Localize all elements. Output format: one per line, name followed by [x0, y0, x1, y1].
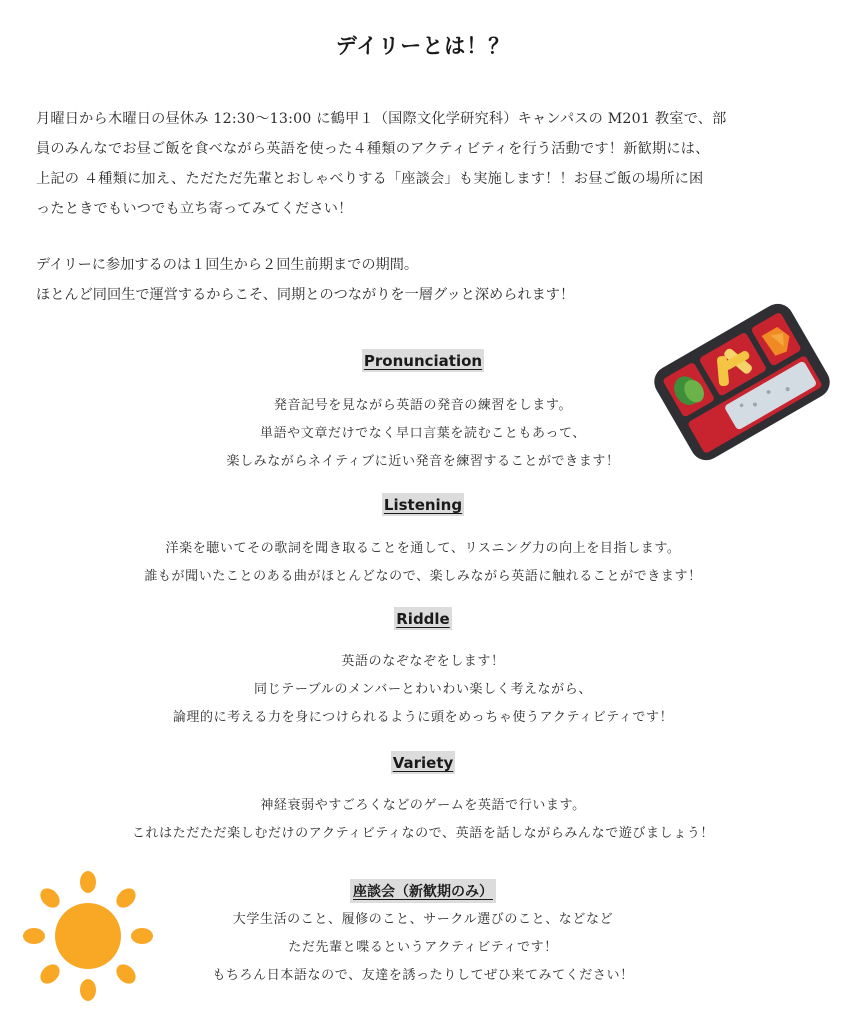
heading-label: Variety: [391, 751, 456, 774]
description-line: 単語や文章だけでなく早口言葉を読むこともあって、: [259, 426, 586, 441]
variety-description: [0, 792, 846, 848]
intro-line: ったときでもいつでも立ち寄ってみてください！: [36, 201, 353, 217]
intro-line: デイリーに参加するのは１回生から２回生前期までの期間。: [36, 257, 419, 273]
description-line: 発音記号を見ながら英語の発音の練習をします。: [273, 398, 573, 413]
description-line: これはただただ楽しむだけのアクティビティなので、英語を話しながらみんなで遊びましょう！: [131, 826, 715, 841]
intro-line: 員のみんなでお昼ご飯を食べながら英語を使った４種類のアクティビティを行う活動です！新歓期には、: [36, 141, 710, 157]
intro-line: 上記の ４種類に加え、ただただ先輩とおしゃべりする「座談会」も実施します！！お昼ご飯の場所に困: [36, 171, 704, 187]
description-line: 論理的に考える力を身につけられるように頭をめっちゃ使うアクティビティです！: [172, 710, 674, 725]
description-line: 英語のなぞなぞをします！: [341, 654, 505, 669]
sun-icon: [20, 868, 155, 1003]
heading-label: Listening: [382, 493, 464, 516]
description-line: 神経衰弱やすごろくなどのゲームを英語で行います。: [260, 798, 586, 813]
intro-line: 月曜日から木曜日の昼休み 12:30〜13:00 に鶴甲１（国際文化学研究科）キャンパスの M201 教室で、部: [36, 111, 727, 127]
description-line: 洋楽を聴いてその歌詞を聞き取ることを通して、リスニング力の向上を目指します。: [165, 541, 681, 556]
description-line: 楽しみながらネイティブに近い発音を練習することができます！: [226, 454, 620, 469]
description-line: 大学生活のこと、履修のこと、サークル選びのこと、などなど: [232, 912, 614, 927]
bento-box-icon: [650, 290, 835, 475]
intro-paragraph: [36, 104, 816, 224]
heading-label: Riddle: [394, 607, 451, 630]
page-title: デイリーとは！？: [335, 34, 511, 58]
description-line: もちろん日本語なので、友達を誘ったりしてぜひ来てみてください！: [212, 968, 634, 983]
heading-variety: [0, 751, 846, 774]
listening-description: [0, 535, 846, 591]
riddle-description: [0, 648, 846, 732]
heading-riddle: [0, 607, 846, 630]
heading-label: Pronunciation: [362, 349, 484, 372]
description-line: ただ先輩と喋るというアクティビティです！: [288, 940, 558, 955]
heading-label: 座談会（新歓期のみ）: [350, 879, 496, 903]
intro-line: ほとんど同回生で運営するからこそ、同期とのつながりを一層グッと深められます！: [36, 287, 575, 303]
description-line: 誰もが聞いたことのある曲がほとんどなので、楽しみながら英語に触れることができます！: [144, 569, 702, 584]
description-line: 同じテーブルのメンバーとわいわい楽しく考えながら、: [254, 682, 592, 697]
heading-listening: [0, 493, 846, 516]
